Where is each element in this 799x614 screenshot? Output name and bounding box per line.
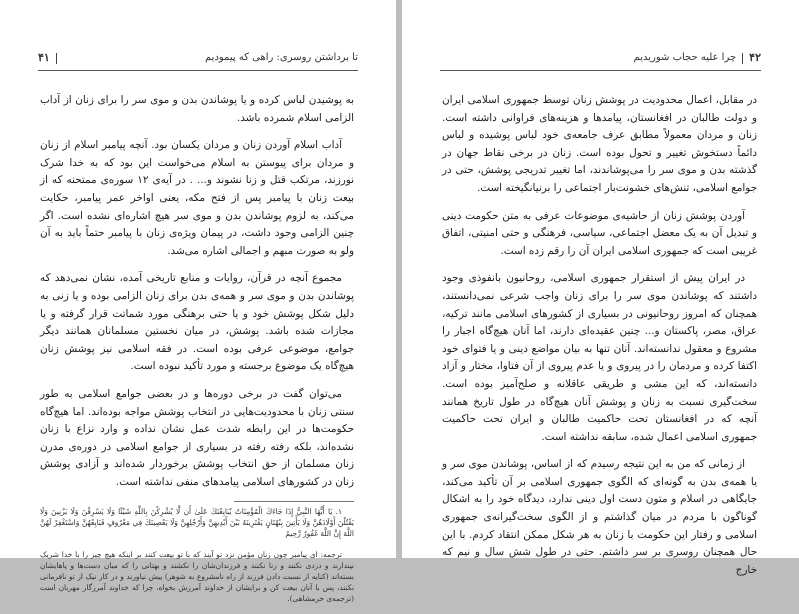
paragraph: آداب اسلام آوردن زنان و مردان یکسان بود. آنچه پیامبر اسلام از زنان و مردان برای پیوستن به اسلام می‌خواست این بود که به خدا شرک نورزند، مرتکب قتل و زنا نشوند و... . در آیه‌ی ۱۲ سوره‌ی ممتحنه که از بیعت زنان با پیامبر پس از فتح مکه، یعنی اواخر عمر پیامبر، حکایت می‌کند، به لزوم پوشاندن بدن و موی سر هیچ اشاره‌ای نشده است. اگر چنین الزامی وجود داشت، در پیمان ویژه‌ی زنان با پیامبر حتماً باید به آن ولو به صورت مبهم و اجمالی اشاره می‌شد. [40,139,354,257]
left-running-title: تا برداشتن روسری: راهی که پیمودیم [205,52,358,63]
paragraph: در مقابل، اعمال محدودیت در پوشش زنان توسط جمهوری اسلامی ایران و دولت طالبان در افغانستان، پیامدها و هزینه‌های فراوانی داشته است. زنان و مردان معمولاً مطابق عرف جامعه‌ی خود لباس پوشیده و لباس دائماً دستخوش تغییر و تحول بوده است. زنان در برخی نقاط جهان در گذشته بدن و موی سر را می‌پوشاندند، اما تغییر تدریجی پوشش، حتی در جوامع اسلامی، تنش‌های خشونت‌بار اجتماعی را برنیانگیخته است. [442,94,757,194]
right-running-title: چرا علیه حجاب شوریدیم [633,52,737,63]
footnote-translation: ترجمه: ای پیامبر چون زنان مؤمن نزد تو آیند که با تو بیعت کنند بر اینکه هیچ چیز را با خدا شریک نپندارند و دزدی نکنند و زنا نکنند و فرزندان‌شان را نکشند و بهتانی را که میان دست‌ها و پاهایشان بسته‌اند (کنایه از نسبت دادن فرزند از راه نامشروع به شوهر) پیش نیاورند و در کار نیک از تو نافرمانی نکنند، پس با آنان بیعت کن و برایشان از خداوند آمرزش بخواه، چرا که خداوند آمرزگار مهربان است (ترجمه‌ی خرمشاهی). [40,550,354,604]
header-divider [56,53,57,64]
footnote-divider [234,501,354,502]
paragraph: از زمانی که من به این نتیجه رسیدم که از اساس، پوشاندن موی سر و یا همه‌ی بدن به گونه‌ای که الگوی جمهوری اسلامی بر آن تأکید می‌کند، جایگاهی در اسلام و متون دست اول دینی ندارد، دیدگاه خود را به اشکال گوناگون با مردم در میان گذاشتم و از الگوی سخت‌گیرانه‌ی جمهوری اسلامی و رفتار این حکومت با زنان به هر شکل ممکن انتقاد کردم. با این حال همچنان روسری بر سر داشتم. حتی در طول شش سال و نیم که خارج [442,458,757,576]
left-page-number: ۴۱ [38,51,50,64]
footnote-arabic: ۱. يَا أَيُّهَا النَّبِيُّ إِذَا جَاءَكَ الْمُؤْمِنَاتُ يُبَايِعْنَكَ عَلَىٰ أَن لَّا يُشْرِكْنَ بِاللَّهِ شَيْئًا وَلَا يَسْرِقْنَ وَلَا يَزْنِينَ وَلَا يَقْتُلْنَ أَوْلَادَهُنَّ وَلَا يَأْتِينَ بِبُهْتَانٍ يَفْتَرِينَهُ بَيْنَ أَيْدِيهِنَّ وَأَرْجُلِهِنَّ وَلَا يَعْصِينَكَ فِي مَعْرُوفٍ فَبَايِعْهُنَّ وَاسْتَغْفِرْ لَهُنَّ اللَّهَ إِنَّ اللَّهَ غَفُورٌ رَّحِيمٌ [40,507,354,539]
left-page-header [38,51,358,65]
paragraph: به پوشیدن لباس کرده و یا پوشاندن بدن و موی سر را برای زنان از آداب الزامی اسلام شمرده باشد. [40,94,354,124]
left-page [0,0,396,604]
left-page-body [40,92,354,614]
paragraph: می‌توان گفت در برخی دوره‌ها و در بعضی جوامع اسلامی به طور سنتی زنان با محدودیت‌هایی در انتخاب پوشش مواجه بوده‌اند. اما هیچ‌گاه حکومت‌ها در این رابطه شدت عمل نشان نداده و وارد نزاع با زنان نشده‌اند، بلکه رفته رفته در بسیاری از جوامع اسلامی در دوره‌ی مدرن زنان مسلمان از حق انتخاب پوشش برخوردار شده‌اند و آزادی پوشش زنان در کشورهای اسلامی پیامدهای منفی نداشته است. [40,387,354,488]
right-page-body [442,92,757,589]
right-page-header [440,51,761,65]
paragraph: در ایران پیش از استقرار جمهوری اسلامی، روحانیون بانفوذی وجود داشتند که پوشاندن موی سر را برای زنان واجب شرعی نمی‌دانستند، همچنان که امروز روحانیونی در بسیاری از کشورهای اسلامی مانند ترکیه، عراق، مصر، پاکستان و... چنین عقیده‌ای دارند، اما آنان هیچ‌گاه اجبار را مشروع و معقول ندانسته‌اند. آنان تنها به بیان مواضع دینی و یا فتوای خود اکتفا کرده و مردمان را در پیروی و یا عدم پیروی از آن فتاوا، مختار و آزاد دانسته‌اند، که این مشی و طریقی عاقلانه و صلح‌آمیز بوده است. سخت‌گیری نسبت به زنان و پوشش آنان هیچ‌گاه در طول تاریخ همانند آنچه که در افغانستان تحت حاکمیت طالبان و ایران تحت حاکمیت جمهوری اسلامی اعمال شده، سابقه نداشته است. [442,272,757,443]
header-divider [742,53,743,64]
paragraph: مجموع آنچه در قرآن، روایات و منابع تاریخی آمده، نشان نمی‌دهد که پوشاندن بدن و موی سر و همه‌ی بدن برای زنان الزامی بوده و یا زنی به دلیل شکل پوشش خود و یا حتی برهنگی مورد شماتت قرار گرفته و یا مجازات شده باشد. پوشش، در میان نخستین مسلمانان همانند دیگر جوامع، موضوعی عرفی بوده است. در فقه اسلامی نیز پوشش زنان هیچ‌گاه یک موضوع برجسته و مورد تأکید نبوده است. [40,272,354,373]
header-rule [440,70,761,71]
right-page [402,0,799,576]
header-rule [38,70,358,71]
right-page-number: ۴۲ [749,51,761,64]
paragraph: آوردن پوشش زنان از حاشیه‌ی موضوعات عرفی به متن حکومت دینی و تبدیل آن به یک معضل اجتماعی، سیاسی، فرهنگی و حتی امنیتی، اتفاق غریبی است که جمهوری اسلامی ایران آن را رقم زده است. [442,209,757,257]
